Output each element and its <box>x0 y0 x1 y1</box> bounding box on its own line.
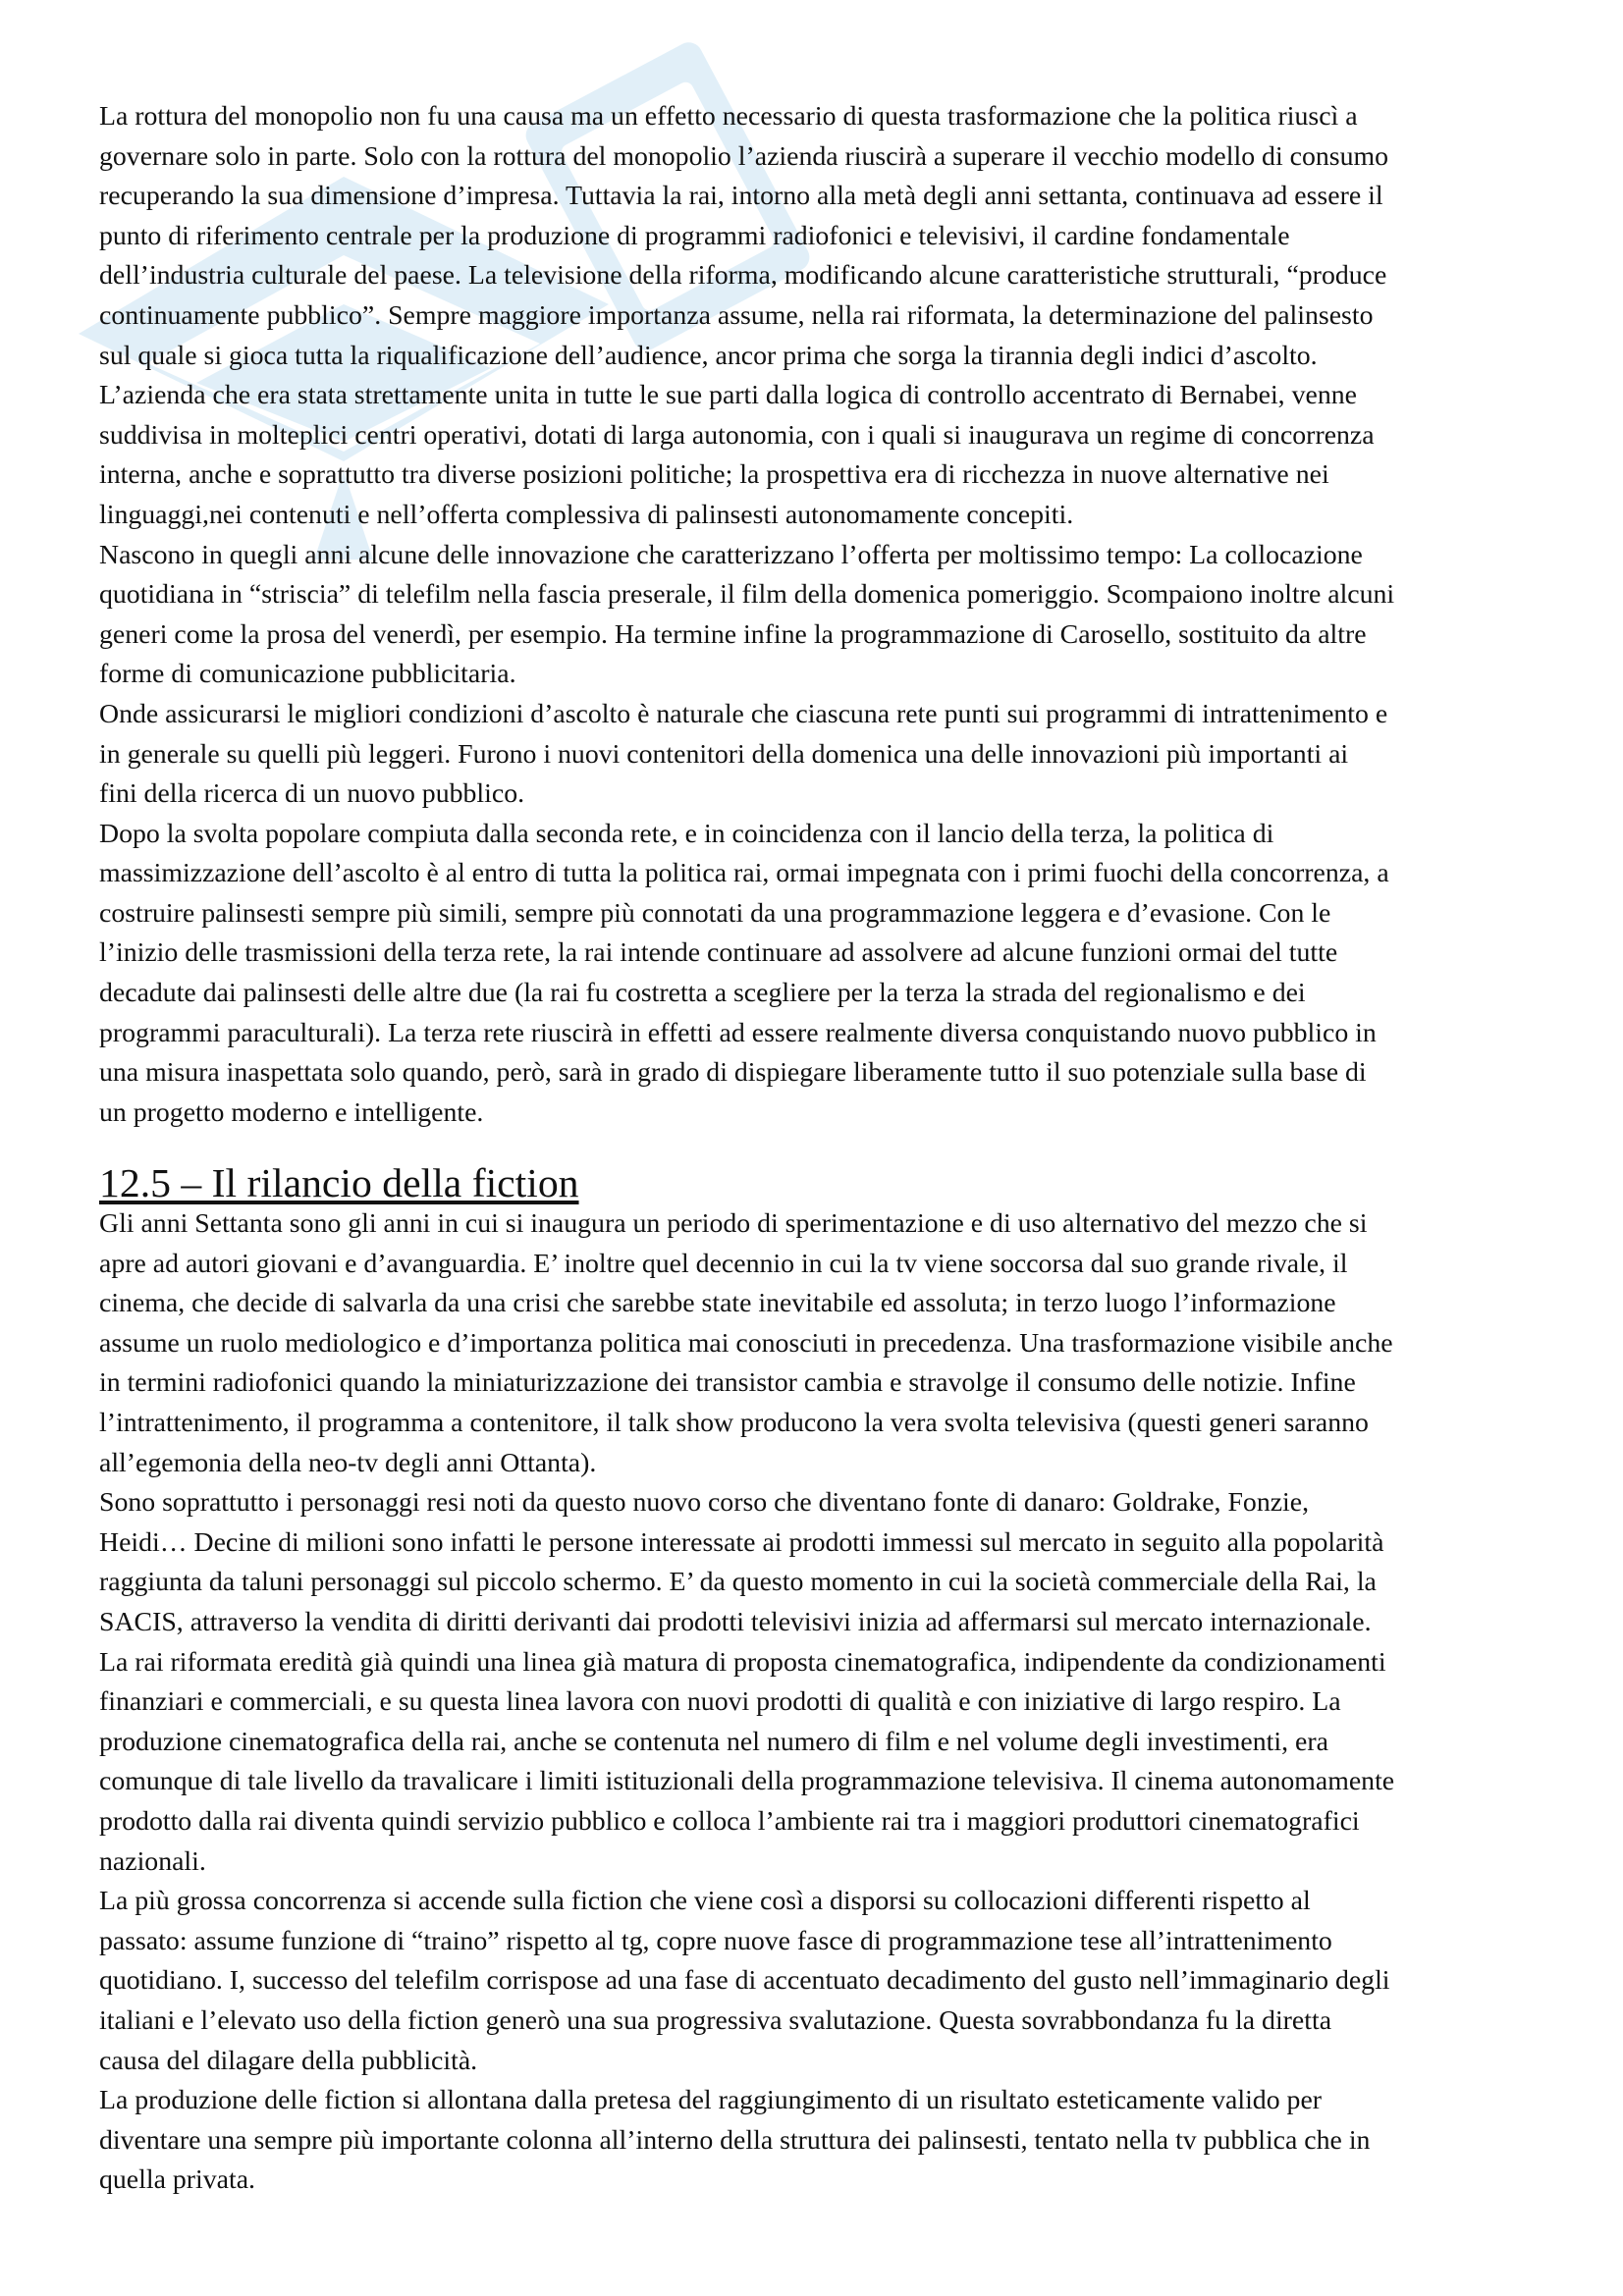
paragraph: L’azienda che era stata strettamente unita in tutte le sue parti dalla logica di controllo accentrato di Bernabei, venne suddivisa in molteplici centri operativi, dotati di larga autonomia, con i quali si inaugurava un regime di concorrenza interna, anche e soprattutto tra diverse posizioni politiche; la prospettiva era di ricchezza in nuove alternative nei linguaggi,nei contenuti e nell’offerta complessiva di palinsesti autonomamente concepiti. <box>99 380 1375 530</box>
paragraph: Nascono in quegli anni alcune delle innovazione che caratterizzano l’offerta per moltissimo tempo: La collocazione quotidiana in “striscia” di telefilm nella fascia preserale, il film della domenica pomeriggio. Scompaiono inoltre alcuni generi come la prosa del venerdì, per esempio. Ha termine infine la programmazione di Carosello, sostituito da altre forme di comunicazione pubblicitaria. <box>99 539 1395 690</box>
paragraph: La rottura del monopolio non fu una causa ma un effetto necessario di questa trasformazione che la politica riuscì a governare solo in parte. Solo con la rottura del monopolio l’azienda riuscirà a superare il vecchio modello di consumo recuperando la sua dimensione d’impresa. Tuttavia la rai, intorno alla metà degli anni settanta, continuava ad essere il punto di riferimento centrale per la produzione di programmi radiofonici e televisivi, il cardine fondamentale dell’industria culturale del paese. La televisione della riforma, modificando alcune caratteristiche strutturali, “produce continuamente pubblico”. Sempre maggiore importanza assume, nella rai riformata, la determinazione del palinsesto sul quale si gioca tutta la riqualificazione dell’audience, ancor prima che sorga la tirannia degli indici d’ascolto. <box>99 101 1388 371</box>
section-heading: 12.5 – Il rilancio della fiction <box>99 1161 579 1207</box>
paragraph: Onde assicurarsi le migliori condizioni d’ascolto è naturale che ciascuna rete punti sui programmi di intrattenimento e in generale su quelli più leggeri. Furono i nuovi contenitori della domenica una delle innovazioni più importanti ai fini della ricerca di un nuovo pubblico. <box>99 698 1388 810</box>
paragraph: Gli anni Settanta sono gli anni in cui si inaugura un periodo di sperimentazione e di uso alternativo del mezzo che si apre ad autori giovani e d’avanguardia. E’ inoltre quel decennio in cui la tv viene soccorsa dal suo grande rivale, il cinema, che decide di salvarla da una crisi che sarebbe state inevitabile ed assoluta; in terzo luogo l’informazione assume un ruolo mediologico e d’importanza politica mai conosciuti in precedenza. Una trasformazione visibile anche in termini radiofonici quando la miniaturizzazione dei transistor cambia e stravolge il consumo delle notizie. Infine l’intrattenimento, il programma a contenitore, il talk show producono la vera svolta televisiva (questi generi saranno all’egemonia della neo-tv degli anni Ottanta). <box>99 1208 1393 1478</box>
paragraph: La più grossa concorrenza si accende sulla fiction che viene così a disporsi su collocazioni differenti rispetto al passato: assume funzione di “traino” rispetto al tg, copre nuove fasce di programmazione tese all’intrattenimento quotidiano. I, successo del telefilm corrispose ad una fase di accentuato decadimento del gusto nell’immaginario degli italiani e l’elevato uso della fiction generò una sua progressiva svalutazione. Questa sovrabbondanza fu la diretta causa del dilagare della pubblicità. <box>99 1886 1390 2076</box>
paragraph: La rai riformata eredità già quindi una linea già matura di proposta cinematografica, indipendente da condizionamenti finanziari e commerciali, e su questa linea lavora con nuovi prodotti di qualità e con iniziative di largo respiro. La produzione cinematografica della rai, anche se contenuta nel numero di film e nel volume degli investimenti, era comunque di tale livello da travalicare i limiti istituzionali della programmazione televisiva. Il cinema autonomamente prodotto dalla rai diventa quindi servizio pubblico e colloca l’ambiente rai tra i maggiori produttori cinematografici nazionali. <box>99 1646 1395 1877</box>
document-page <box>99 97 1535 2201</box>
paragraph: Dopo la svolta popolare compiuta dalla seconda rete, e in coincidenza con il lancio della terza, la politica di massimizzazione dell’ascolto è al entro di tutta la politica rai, ormai impegnata con i primi fuochi della concorrenza, a costruire palinsesti sempre più simili, sempre più connotati da una programmazione leggera e d’evasione. Con le l’inizio delle trasmissioni della terza rete, la rai intende continuare ad assolvere ad alcune funzioni ormai del tutte decadute dai palinsesti delle altre due (la rai fu costretta a scegliere per la terza la strada del regionalismo e dei programmi paraculturali). La terza rete riuscirà in effetti ad essere realmente diversa conquistando nuovo pubblico in una misura inaspettata solo quando, però, sarà in grado di dispiegare liberamente tutto il suo potenziale sulla base di un progetto moderno e intelligente. <box>99 818 1389 1128</box>
section-gap <box>99 1133 1535 1164</box>
paragraph: Sono soprattutto i personaggi resi noti da questo nuovo corso che diventano fonte di danaro: Goldrake, Fonzie, Heidi… Decine di milioni sono infatti le persone interessate ai prodotti immessi sul mercato in seguito alla popolarità raggiunta da taluni personaggi sul piccolo schermo. E’ da questo momento in cui la società commerciale della Rai, la SACIS, attraverso la vendita di diritti derivanti dai prodotti televisivi inizia ad affermarsi sul mercato internazionale. <box>99 1487 1384 1637</box>
paragraph: La produzione delle fiction si allontana dalla pretesa del raggiungimento di un risultato esteticamente valido per diventare una sempre più importante colonna all’interno della struttura dei palinsesti, tentato nella tv pubblica che in quella privata. <box>99 2085 1371 2196</box>
